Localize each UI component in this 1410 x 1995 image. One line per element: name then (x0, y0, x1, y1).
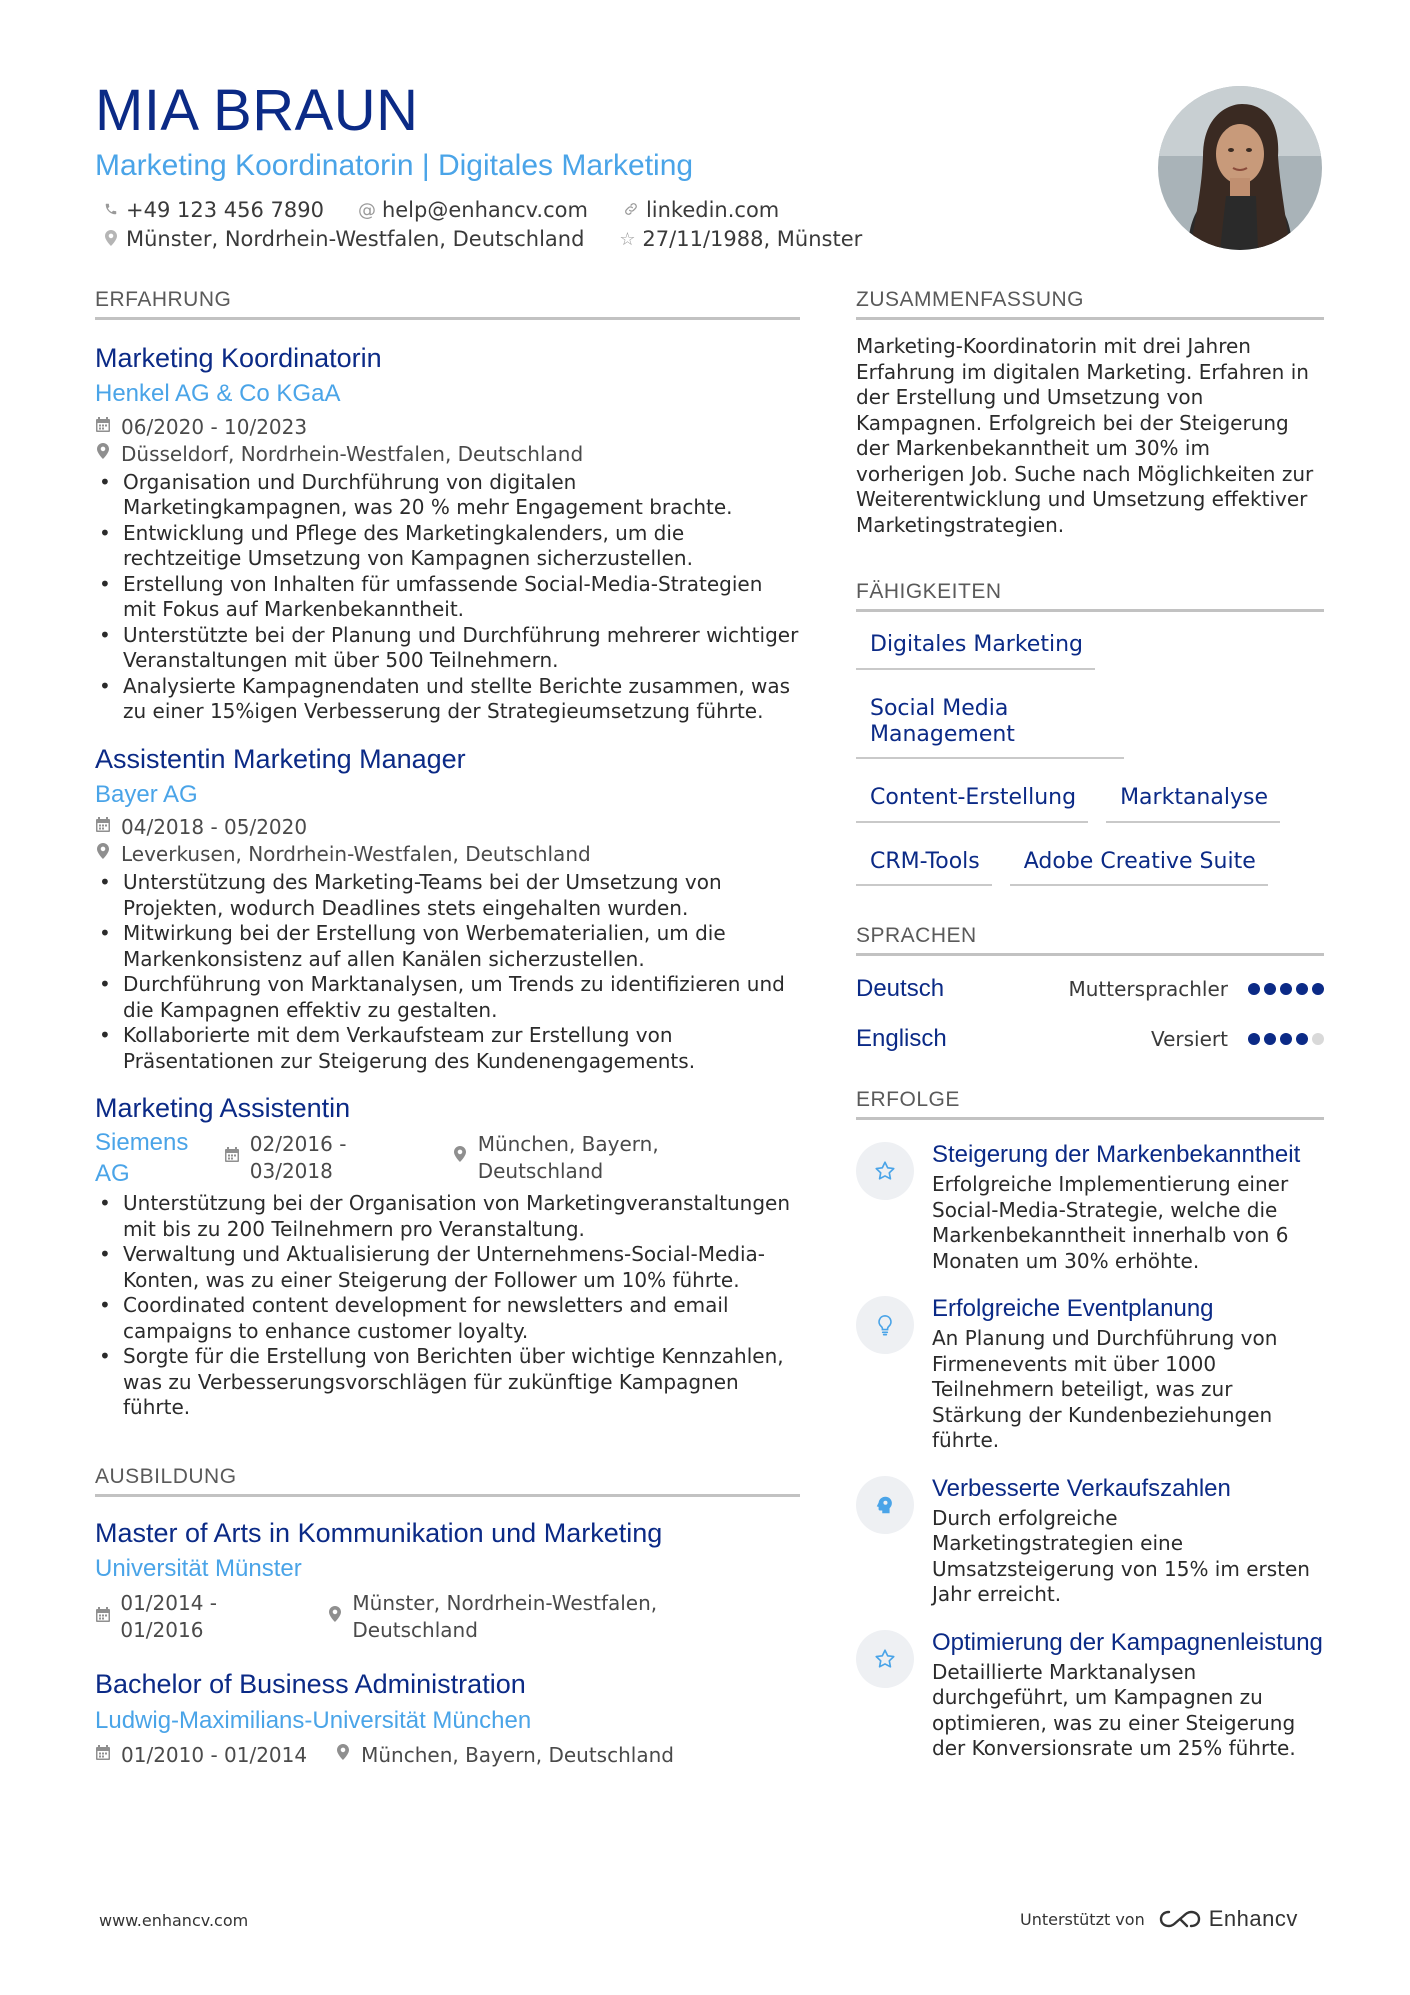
edu-degree: Master of Arts in Kommunikation und Marketing (95, 1517, 663, 1548)
skill-tag: Social Media Management (856, 690, 1124, 760)
contact-email (358, 200, 588, 221)
location-pin-icon (102, 230, 120, 250)
job-location-text: München, Bayern, Deutschland (477, 1131, 659, 1183)
bullet-item: • Organisation und Durchführung von digitalen Marketingkampagnen, was 20 % mehr Engagement brachte. (95, 470, 800, 521)
language-dots (1244, 1033, 1324, 1045)
calendar-icon (95, 816, 111, 839)
contact-row-1 (102, 200, 813, 221)
skills-section-title: FÄHIGKEITEN (856, 580, 1324, 612)
job-location-text: Leverkusen, Nordrhein-Westfalen, Deutschland (121, 842, 591, 867)
contact-location (102, 229, 584, 250)
calendar-icon (95, 1606, 110, 1629)
achievement-title: Erfolgreiche Eventplanung (932, 1295, 1214, 1323)
achievement-title: Verbesserte Verkaufszahlen (932, 1474, 1231, 1502)
edu-location-text: Münster, Nordrhein-Westfalen, Deutschland (352, 1591, 658, 1643)
location-pin-icon (95, 843, 111, 866)
proficiency-dot-filled (1280, 1033, 1292, 1045)
contact-row-2 (102, 229, 896, 250)
language-row (856, 974, 1324, 1004)
proficiency-dot-filled (1296, 1033, 1308, 1045)
bullet-item: • Analysierte Kampagnendaten und stellte Berichte zusammen, was zu einer 15%igen Verbesserung der Strategieumsetzung führte. (95, 674, 800, 725)
edu-school: Ludwig-Maximilians-Universität München (95, 1706, 532, 1734)
edu-location-text: München, Bayern, Deutschland (361, 1742, 674, 1767)
job-location (95, 841, 800, 868)
summary-section-title: ZUSAMMENFASSUNG (856, 288, 1324, 320)
achievements-section-title: ERFOLGE (856, 1088, 1324, 1120)
edu-school: Universität Münster (95, 1555, 302, 1582)
job-entry (95, 342, 800, 725)
edu-dates (95, 1742, 307, 1769)
bullet-item: • Durchführung von Marktanalysen, um Trends zu identifizieren und die Kampagnen effektiv zu gestalten. (95, 972, 800, 1023)
edu-dates-text: 01/2014 - 01/2016 (120, 1591, 218, 1643)
link-icon (622, 201, 640, 221)
language-level: Muttersprachler (1068, 977, 1228, 1002)
job-meta-inline (95, 1127, 800, 1189)
linkedin-text[interactable]: linkedin.com (645, 198, 780, 222)
phone-icon (102, 202, 120, 220)
proficiency-dot-filled (1264, 1033, 1276, 1045)
calendar-icon (95, 416, 111, 439)
star-icon (856, 1630, 914, 1688)
job-entry (95, 743, 800, 1075)
achievement-title: Optimierung der Kampagnenleistung (932, 1628, 1323, 1656)
job-bullets (95, 870, 800, 1074)
proficiency-dot-filled (1264, 983, 1276, 995)
achievement-desc: Erfolgreiche Implementierung einer Social-Media-Strategie, welche die Markenbekanntheit innerhalb von 6 Monaten um 30% erhöhte. (932, 1172, 1289, 1273)
edu-meta (95, 1590, 800, 1644)
proficiency-dot-filled (1280, 983, 1292, 995)
lightbulb-icon (856, 1296, 914, 1354)
location-text: Münster, Nordrhein-Westfalen, Deutschland (126, 227, 585, 251)
job-dates (95, 814, 800, 841)
job-company: Henkel AG & Co KGaA (95, 380, 341, 408)
bullet-item: • Erstellung von Inhalten für umfassende Social-Media-Strategien mit Fokus auf Markenbekanntheit. (95, 572, 800, 623)
bullet-item: • Mitwirkung bei der Erstellung von Werbematerialien, um die Markenkonsistenz auf allen Kanälen sicherzustellen. (95, 921, 800, 972)
language-name: Englisch (856, 1025, 947, 1053)
job-title: Marketing Koordinatorin (95, 343, 382, 374)
left-column (95, 288, 800, 1769)
bullet-item: • Entwicklung und Pflege des Marketingkalenders, um die rechtzeitige Umsetzung von Kampagnen sicherzustellen. (95, 521, 800, 572)
bullet-item: • Coordinated content development for newsletters and email campaigns to enhance customer loyalty. (95, 1293, 800, 1344)
job-dates (95, 414, 800, 441)
job-location-text: Düsseldorf, Nordrhein-Westfalen, Deutschland (121, 441, 584, 466)
location-pin-icon (453, 1146, 468, 1169)
bullet-item: • Unterstützung des Marketing-Teams bei der Umsetzung von Projekten, wodurch Deadlines stets eingehalten wurden. (95, 870, 800, 921)
at-icon: @ (357, 199, 376, 221)
skill-tag: Adobe Creative Suite (1010, 843, 1268, 886)
education-entry (95, 1668, 800, 1769)
candidate-subtitle: Marketing Koordinatorin | Digitales Marketing (95, 149, 694, 182)
education-section-title: AUSBILDUNG (95, 1465, 800, 1497)
skill-tag: Digitales Marketing (856, 626, 1095, 669)
star-outline-icon: ☆ (619, 228, 636, 250)
skill-tag: Marktanalyse (1106, 779, 1280, 822)
achievement-item (856, 1474, 1324, 1608)
achievement-desc: An Planung und Durchführung von Firmenevents mit über 1000 Teilnehmern beteiligt, was zur Stärkung der Kundenbeziehungen führte. (932, 1326, 1278, 1453)
candidate-name: MIA BRAUN (95, 78, 419, 143)
bullet-item: • Sorgte für die Erstellung von Berichten über wichtige Kennzahlen, was zu Verbesserungsvorschlägen für zukünftige Kampagnen führte. (95, 1344, 800, 1421)
job-dates (225, 1131, 425, 1185)
job-location (95, 441, 800, 468)
skill-tag: Content-Erstellung (856, 779, 1088, 822)
job-company: Siemens AG (95, 1128, 189, 1187)
brand-name: Enhancv (1208, 1906, 1298, 1931)
profile-photo (1158, 86, 1322, 250)
location-pin-icon (95, 443, 111, 466)
language-dots (1244, 983, 1324, 995)
location-pin-icon (327, 1606, 342, 1629)
achievement-desc: Detaillierte Marktanalysen durchgeführt, um Kampagnen zu optimieren, was zu einer Steigerung der Konversionsrate um 25% führte. (932, 1659, 1296, 1761)
calendar-icon (95, 1744, 111, 1767)
job-dates-text: 02/2016 - 03/2018 (249, 1131, 347, 1183)
language-level: Versiert (1150, 1027, 1228, 1052)
birth-text: 27/11/1988, Münster (642, 227, 863, 251)
contact-phone (102, 200, 324, 221)
language-name: Deutsch (856, 975, 945, 1003)
powered-by-text: Unterstützt von (1020, 1909, 1145, 1929)
proficiency-dot-filled (1296, 983, 1308, 995)
language-row (856, 1024, 1324, 1054)
bullet-item: • Verwaltung und Aktualisierung der Unternehmens-Social-Media-Konten, was zu einer Steigerung der Follower um 10% führte. (95, 1242, 800, 1293)
location-pin-icon (335, 1744, 351, 1767)
experience-section-title: ERFAHRUNG (95, 288, 800, 320)
phone-text[interactable]: +49 123 456 7890 (126, 198, 324, 222)
edu-location (335, 1742, 674, 1769)
achievement-item (856, 1140, 1324, 1274)
proficiency-dot-filled (1312, 983, 1324, 995)
edu-location (327, 1590, 772, 1644)
skills-list (856, 626, 1324, 906)
job-entry (95, 1092, 800, 1420)
achievement-desc: Durch erfolgreiche Marketingstrategien eine Umsatzsteigerung von 15% im ersten Jahr erreicht. (932, 1505, 1310, 1607)
job-bullets (95, 1191, 800, 1421)
bullet-item: • Unterstützte bei der Planung und Durchführung mehrerer wichtiger Veranstaltungen mit über 500 Teilnehmern. (95, 623, 800, 674)
job-title: Assistentin Marketing Manager (95, 743, 466, 774)
job-bullets (95, 470, 800, 725)
achievement-item (856, 1294, 1324, 1454)
languages-section-title: SPRACHEN (856, 924, 1324, 956)
achievement-title: Steigerung der Markenbekanntheit (932, 1141, 1301, 1169)
edu-meta (95, 1742, 800, 1769)
job-dates-text: 04/2018 - 05/2020 (121, 815, 308, 840)
achievement-item (856, 1628, 1324, 1762)
proficiency-dot-filled (1248, 1033, 1260, 1045)
footer-powered-by (1020, 1906, 1298, 1932)
job-title: Marketing Assistentin (95, 1093, 351, 1124)
skill-tag: CRM-Tools (856, 843, 992, 886)
contact-linkedin (622, 200, 779, 221)
job-company: Bayer AG (95, 781, 198, 809)
edu-dates-text: 01/2010 - 01/2014 (121, 1742, 308, 1767)
proficiency-dot-empty (1312, 1033, 1324, 1045)
proficiency-dot-filled (1248, 983, 1260, 995)
enhancv-logo-icon (1157, 1907, 1203, 1931)
star-icon (856, 1142, 914, 1200)
calendar-icon (225, 1146, 240, 1169)
bullet-item: • Kollaborierte mit dem Verkaufsteam zur Erstellung von Präsentationen zur Steigerung des Kundenengagements. (95, 1023, 800, 1074)
bullet-item: • Unterstützung bei der Organisation von Marketingveranstaltungen mit bis zu 200 Teilnehmern pro Veranstaltung. (95, 1191, 800, 1242)
job-dates-text: 06/2020 - 10/2023 (121, 414, 308, 439)
email-text[interactable]: help@enhancv.com (381, 198, 588, 222)
right-column (856, 288, 1324, 1762)
summary-text: Marketing-Koordinatorin mit drei Jahren Erfahrung im digitalen Marketing. Erfahren in der Erstellung und Umsetzung von Kampagnen. Erfolgreich bei der Steigerung der Markenbekanntheit um 30% im vorherigen Job. Suche nach Möglichkeiten zur Weiterentwicklung und Umsetzung effektiver Marketingstrategien. (856, 334, 1314, 537)
footer-website[interactable]: www.enhancv.com (99, 1911, 249, 1930)
contact-birth (618, 229, 862, 250)
job-location (453, 1131, 772, 1185)
edu-dates (95, 1590, 299, 1644)
edu-degree: Bachelor of Business Administration (95, 1669, 526, 1700)
education-entry (95, 1517, 800, 1645)
brain-icon (856, 1476, 914, 1534)
